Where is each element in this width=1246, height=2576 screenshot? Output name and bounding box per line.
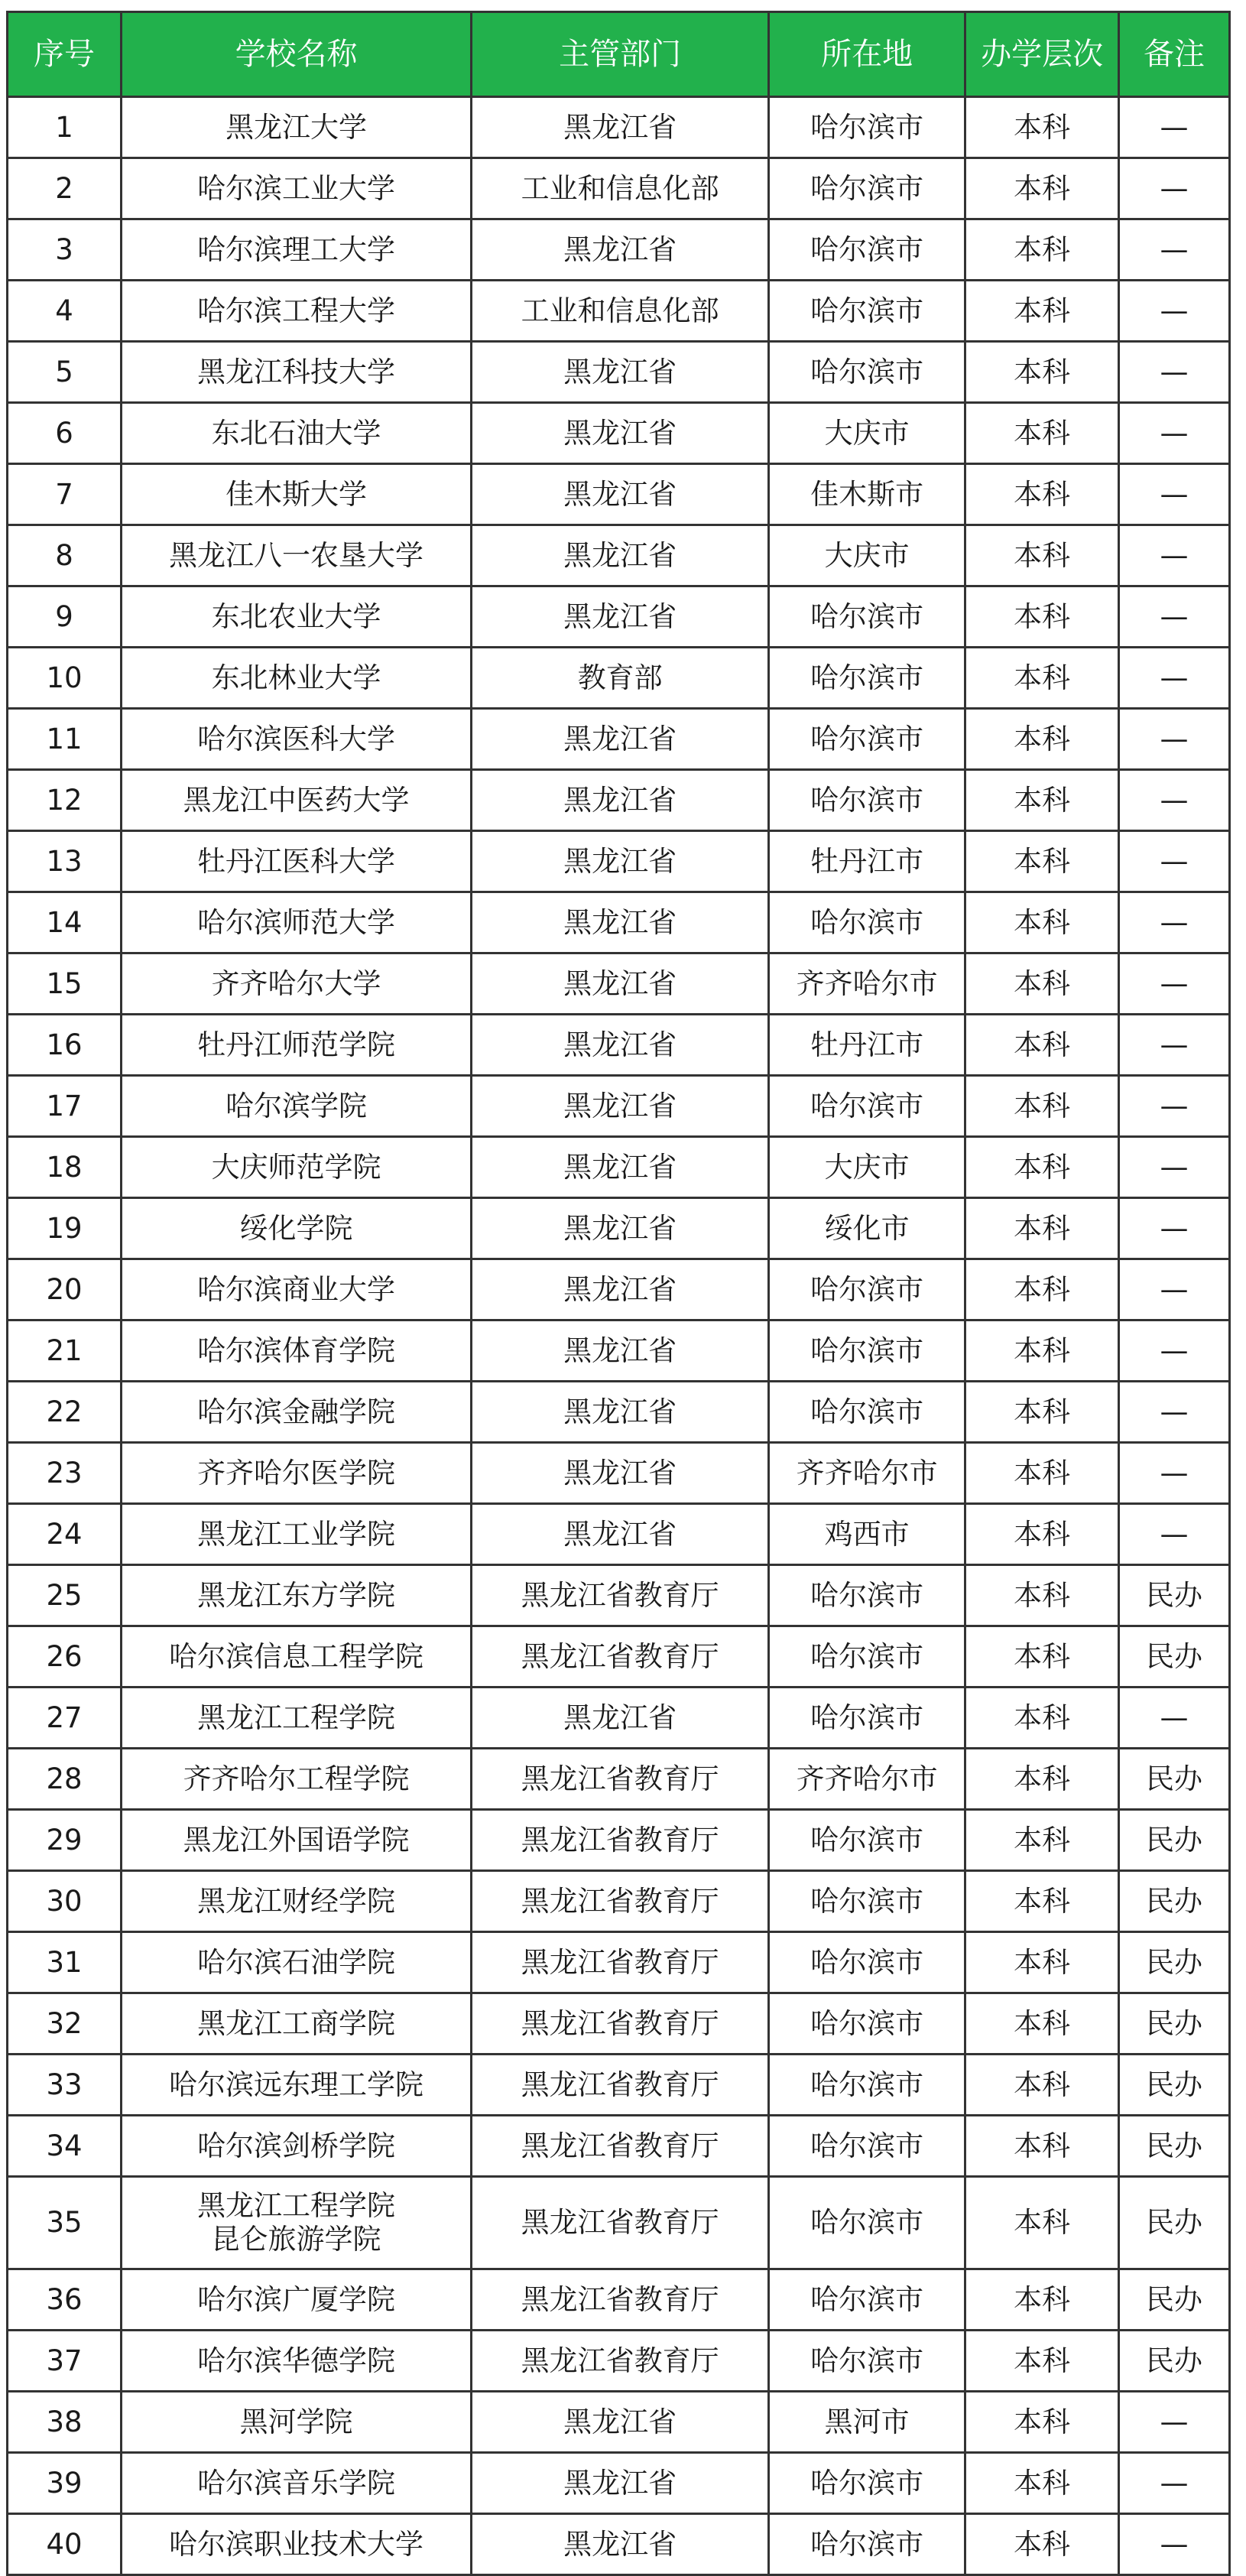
cell-authority: 黑龙江省 [472, 1688, 769, 1749]
cell-index: 38 [8, 2392, 122, 2453]
cell-authority: 黑龙江省 [472, 709, 769, 770]
cell-school-name: 哈尔滨医科大学 [122, 709, 472, 770]
cell-authority: 黑龙江省教育厅 [472, 1565, 769, 1626]
cell-index: 9 [8, 586, 122, 648]
cell-authority: 黑龙江省 [472, 953, 769, 1015]
cell-authority: 黑龙江省 [472, 892, 769, 953]
cell-school-name: 黑龙江八一农垦大学 [122, 525, 472, 586]
table-row [8, 281, 1230, 342]
cell-index: 4 [8, 281, 122, 342]
cell-location: 牡丹江市 [769, 831, 965, 892]
cell-authority: 黑龙江省 [472, 586, 769, 648]
cell-authority: 黑龙江省教育厅 [472, 1932, 769, 1993]
cell-school-name: 齐齐哈尔医学院 [122, 1443, 472, 1504]
cell-authority: 黑龙江省教育厅 [472, 1626, 769, 1688]
cell-index: 20 [8, 1259, 122, 1320]
table-row [8, 403, 1230, 464]
cell-authority: 黑龙江省 [472, 403, 769, 464]
cell-index: 22 [8, 1382, 122, 1443]
cell-location: 哈尔滨市 [769, 2453, 965, 2514]
header-level: 办学层次 [965, 12, 1119, 97]
cell-location: 哈尔滨市 [769, 1688, 965, 1749]
cell-index: 19 [8, 1198, 122, 1259]
cell-index: 15 [8, 953, 122, 1015]
cell-index: 25 [8, 1565, 122, 1626]
cell-index: 16 [8, 1015, 122, 1076]
table-row [8, 1198, 1230, 1259]
cell-school-name: 齐齐哈尔大学 [122, 953, 472, 1015]
cell-school-name: 牡丹江师范学院 [122, 1015, 472, 1076]
cell-remark: — [1119, 1443, 1230, 1504]
table-row [8, 2269, 1230, 2331]
cell-remark: 民办 [1119, 1810, 1230, 1871]
table-row [8, 1749, 1230, 1810]
cell-school-name: 黑龙江东方学院 [122, 1565, 472, 1626]
cell-remark: — [1119, 464, 1230, 525]
cell-remark: — [1119, 403, 1230, 464]
cell-remark: — [1119, 1688, 1230, 1749]
table-row [8, 648, 1230, 709]
cell-location: 哈尔滨市 [769, 586, 965, 648]
cell-authority: 黑龙江省 [472, 1320, 769, 1382]
table-row [8, 1565, 1230, 1626]
cell-school-name: 哈尔滨学院 [122, 1076, 472, 1137]
table-row [8, 1626, 1230, 1688]
cell-school-name: 黑龙江中医药大学 [122, 770, 472, 831]
cell-remark: 民办 [1119, 1871, 1230, 1932]
cell-remark: — [1119, 525, 1230, 586]
table-row [8, 1382, 1230, 1443]
cell-index: 3 [8, 219, 122, 281]
cell-location: 哈尔滨市 [769, 1320, 965, 1382]
cell-level: 本科 [965, 1443, 1119, 1504]
cell-location: 哈尔滨市 [769, 2269, 965, 2331]
cell-school-name: 黑龙江外国语学院 [122, 1810, 472, 1871]
cell-remark: 民办 [1119, 2177, 1230, 2269]
cell-authority: 黑龙江省 [472, 1076, 769, 1137]
cell-level: 本科 [965, 464, 1119, 525]
cell-level: 本科 [965, 2116, 1119, 2177]
cell-location: 齐齐哈尔市 [769, 953, 965, 1015]
cell-authority: 黑龙江省教育厅 [472, 2177, 769, 2269]
cell-location: 齐齐哈尔市 [769, 1443, 965, 1504]
cell-remark: — [1119, 97, 1230, 158]
cell-location: 哈尔滨市 [769, 2514, 965, 2575]
cell-school-name: 哈尔滨金融学院 [122, 1382, 472, 1443]
cell-location: 哈尔滨市 [769, 1810, 965, 1871]
cell-level: 本科 [965, 1137, 1119, 1198]
cell-authority: 黑龙江省 [472, 464, 769, 525]
cell-level: 本科 [965, 648, 1119, 709]
table-row [8, 2177, 1230, 2269]
cell-school-name [122, 2177, 472, 2269]
table-row [8, 709, 1230, 770]
table-row [8, 2392, 1230, 2453]
table-row [8, 1137, 1230, 1198]
cell-index: 30 [8, 1871, 122, 1932]
cell-level: 本科 [965, 1076, 1119, 1137]
cell-location: 大庆市 [769, 525, 965, 586]
cell-remark: 民办 [1119, 1565, 1230, 1626]
cell-index: 2 [8, 158, 122, 219]
cell-index: 34 [8, 2116, 122, 2177]
cell-location: 大庆市 [769, 1137, 965, 1198]
cell-level: 本科 [965, 709, 1119, 770]
cell-location: 哈尔滨市 [769, 1565, 965, 1626]
table-row [8, 1932, 1230, 1993]
cell-remark: — [1119, 586, 1230, 648]
cell-index: 1 [8, 97, 122, 158]
cell-index: 18 [8, 1137, 122, 1198]
cell-index: 28 [8, 1749, 122, 1810]
cell-location: 哈尔滨市 [769, 770, 965, 831]
table-row [8, 1871, 1230, 1932]
cell-index: 14 [8, 892, 122, 953]
cell-authority: 黑龙江省 [472, 1443, 769, 1504]
table-row [8, 2453, 1230, 2514]
table-body [8, 97, 1230, 2575]
cell-location: 佳木斯市 [769, 464, 965, 525]
cell-level: 本科 [965, 2331, 1119, 2392]
cell-index: 35 [8, 2177, 122, 2269]
cell-school-name: 哈尔滨工程大学 [122, 281, 472, 342]
cell-authority: 黑龙江省 [472, 525, 769, 586]
cell-level: 本科 [965, 97, 1119, 158]
table-row [8, 831, 1230, 892]
cell-location: 哈尔滨市 [769, 1871, 965, 1932]
table-row [8, 892, 1230, 953]
cell-level: 本科 [965, 1382, 1119, 1443]
cell-level: 本科 [965, 1320, 1119, 1382]
school-name-line: 黑龙江工程学院 [197, 2189, 396, 2222]
cell-remark: — [1119, 2453, 1230, 2514]
cell-authority: 黑龙江省 [472, 342, 769, 403]
cell-location: 哈尔滨市 [769, 1382, 965, 1443]
cell-location: 哈尔滨市 [769, 1993, 965, 2055]
cell-level: 本科 [965, 953, 1119, 1015]
cell-remark: 民办 [1119, 1749, 1230, 1810]
cell-school-name: 黑龙江工程学院 [122, 1688, 472, 1749]
cell-index: 23 [8, 1443, 122, 1504]
cell-remark: 民办 [1119, 1932, 1230, 1993]
cell-remark: 民办 [1119, 1626, 1230, 1688]
cell-level: 本科 [965, 831, 1119, 892]
cell-location: 哈尔滨市 [769, 892, 965, 953]
cell-school-name: 东北林业大学 [122, 648, 472, 709]
table-row [8, 97, 1230, 158]
universities-table [6, 11, 1231, 2576]
cell-school-name: 黑龙江大学 [122, 97, 472, 158]
table-row [8, 464, 1230, 525]
cell-school-name: 哈尔滨职业技术大学 [122, 2514, 472, 2575]
cell-level: 本科 [965, 770, 1119, 831]
table-row [8, 158, 1230, 219]
cell-location: 哈尔滨市 [769, 1626, 965, 1688]
cell-level: 本科 [965, 2453, 1119, 2514]
cell-authority: 黑龙江省 [472, 2453, 769, 2514]
cell-location: 哈尔滨市 [769, 648, 965, 709]
cell-remark: — [1119, 281, 1230, 342]
cell-remark: — [1119, 1259, 1230, 1320]
cell-remark: — [1119, 219, 1230, 281]
cell-authority: 黑龙江省教育厅 [472, 2331, 769, 2392]
cell-school-name: 哈尔滨华德学院 [122, 2331, 472, 2392]
table-row [8, 953, 1230, 1015]
table-row [8, 342, 1230, 403]
cell-authority: 黑龙江省 [472, 97, 769, 158]
cell-authority: 黑龙江省教育厅 [472, 1993, 769, 2055]
cell-remark: — [1119, 770, 1230, 831]
cell-index: 32 [8, 1993, 122, 2055]
header-authority: 主管部门 [472, 12, 769, 97]
cell-level: 本科 [965, 1749, 1119, 1810]
cell-authority: 黑龙江省 [472, 770, 769, 831]
cell-authority: 教育部 [472, 648, 769, 709]
cell-level: 本科 [965, 892, 1119, 953]
cell-level: 本科 [965, 2055, 1119, 2116]
cell-authority: 工业和信息化部 [472, 281, 769, 342]
cell-authority: 黑龙江省 [472, 1382, 769, 1443]
cell-remark: — [1119, 1137, 1230, 1198]
cell-school-name: 黑龙江财经学院 [122, 1871, 472, 1932]
cell-index: 39 [8, 2453, 122, 2514]
cell-school-name: 哈尔滨信息工程学院 [122, 1626, 472, 1688]
cell-index: 13 [8, 831, 122, 892]
cell-level: 本科 [965, 1626, 1119, 1688]
cell-level: 本科 [965, 1015, 1119, 1076]
cell-level: 本科 [965, 2514, 1119, 2575]
cell-school-name: 大庆师范学院 [122, 1137, 472, 1198]
cell-location: 牡丹江市 [769, 1015, 965, 1076]
school-name-line: 昆仑旅游学院 [211, 2223, 381, 2256]
cell-index: 33 [8, 2055, 122, 2116]
cell-remark: — [1119, 953, 1230, 1015]
cell-school-name: 哈尔滨理工大学 [122, 219, 472, 281]
cell-index: 24 [8, 1504, 122, 1565]
cell-index: 37 [8, 2331, 122, 2392]
cell-level: 本科 [965, 1259, 1119, 1320]
cell-level: 本科 [965, 2392, 1119, 2453]
header-remark: 备注 [1119, 12, 1230, 97]
cell-school-name: 黑河学院 [122, 2392, 472, 2453]
cell-level: 本科 [965, 1565, 1119, 1626]
cell-school-name: 黑龙江工商学院 [122, 1993, 472, 2055]
cell-index: 5 [8, 342, 122, 403]
cell-level: 本科 [965, 219, 1119, 281]
cell-level: 本科 [965, 2269, 1119, 2331]
cell-authority: 黑龙江省 [472, 1504, 769, 1565]
cell-remark: — [1119, 892, 1230, 953]
cell-level: 本科 [965, 158, 1119, 219]
cell-level: 本科 [965, 1810, 1119, 1871]
cell-level: 本科 [965, 1688, 1119, 1749]
cell-location: 大庆市 [769, 403, 965, 464]
cell-location: 哈尔滨市 [769, 1259, 965, 1320]
cell-school-name: 哈尔滨广厦学院 [122, 2269, 472, 2331]
cell-school-name: 绥化学院 [122, 1198, 472, 1259]
cell-remark: — [1119, 1015, 1230, 1076]
cell-location: 哈尔滨市 [769, 219, 965, 281]
cell-index: 10 [8, 648, 122, 709]
table-row [8, 2116, 1230, 2177]
table-row [8, 2055, 1230, 2116]
header-index: 序号 [8, 12, 122, 97]
cell-location: 齐齐哈尔市 [769, 1749, 965, 1810]
cell-remark: 民办 [1119, 2269, 1230, 2331]
cell-index: 12 [8, 770, 122, 831]
cell-level: 本科 [965, 1932, 1119, 1993]
cell-index: 21 [8, 1320, 122, 1382]
cell-school-name: 哈尔滨体育学院 [122, 1320, 472, 1382]
cell-school-name: 黑龙江科技大学 [122, 342, 472, 403]
cell-location: 哈尔滨市 [769, 2055, 965, 2116]
cell-index: 40 [8, 2514, 122, 2575]
table-row [8, 1320, 1230, 1382]
cell-remark: — [1119, 1320, 1230, 1382]
cell-school-name: 东北农业大学 [122, 586, 472, 648]
cell-location: 鸡西市 [769, 1504, 965, 1565]
cell-school-name: 牡丹江医科大学 [122, 831, 472, 892]
cell-level: 本科 [965, 1993, 1119, 2055]
cell-location: 黑河市 [769, 2392, 965, 2453]
cell-location: 哈尔滨市 [769, 709, 965, 770]
table-row [8, 1443, 1230, 1504]
cell-remark: 民办 [1119, 2116, 1230, 2177]
cell-level: 本科 [965, 1871, 1119, 1932]
cell-index: 17 [8, 1076, 122, 1137]
cell-school-name: 哈尔滨剑桥学院 [122, 2116, 472, 2177]
cell-school-name: 哈尔滨商业大学 [122, 1259, 472, 1320]
cell-authority: 黑龙江省 [472, 1137, 769, 1198]
cell-authority: 黑龙江省 [472, 219, 769, 281]
cell-remark: — [1119, 342, 1230, 403]
cell-index: 26 [8, 1626, 122, 1688]
cell-index: 36 [8, 2269, 122, 2331]
cell-location: 哈尔滨市 [769, 281, 965, 342]
cell-location: 哈尔滨市 [769, 1932, 965, 1993]
cell-authority: 黑龙江省教育厅 [472, 1749, 769, 1810]
table-row [8, 2514, 1230, 2575]
cell-authority: 黑龙江省 [472, 1259, 769, 1320]
header-location: 所在地 [769, 12, 965, 97]
cell-authority: 黑龙江省 [472, 2514, 769, 2575]
table-header-row [8, 12, 1230, 97]
table-row [8, 1810, 1230, 1871]
cell-level: 本科 [965, 2177, 1119, 2269]
cell-index: 11 [8, 709, 122, 770]
cell-school-name: 黑龙江工业学院 [122, 1504, 472, 1565]
cell-remark: — [1119, 1504, 1230, 1565]
cell-remark: — [1119, 158, 1230, 219]
cell-level: 本科 [965, 1198, 1119, 1259]
cell-location: 哈尔滨市 [769, 2331, 965, 2392]
cell-school-name: 哈尔滨师范大学 [122, 892, 472, 953]
cell-level: 本科 [965, 281, 1119, 342]
cell-location: 哈尔滨市 [769, 97, 965, 158]
cell-remark: 民办 [1119, 1993, 1230, 2055]
cell-authority: 黑龙江省 [472, 831, 769, 892]
cell-authority: 黑龙江省教育厅 [472, 2269, 769, 2331]
cell-school-name: 哈尔滨远东理工学院 [122, 2055, 472, 2116]
cell-school-name: 哈尔滨工业大学 [122, 158, 472, 219]
cell-remark: — [1119, 1198, 1230, 1259]
cell-index: 31 [8, 1932, 122, 1993]
table-row [8, 1015, 1230, 1076]
cell-remark: — [1119, 1382, 1230, 1443]
cell-location: 哈尔滨市 [769, 2177, 965, 2269]
table-row [8, 2331, 1230, 2392]
cell-level: 本科 [965, 342, 1119, 403]
cell-level: 本科 [965, 403, 1119, 464]
cell-authority: 黑龙江省 [472, 1015, 769, 1076]
cell-level: 本科 [965, 586, 1119, 648]
cell-school-name: 哈尔滨石油学院 [122, 1932, 472, 1993]
table-row [8, 1993, 1230, 2055]
cell-location: 哈尔滨市 [769, 1076, 965, 1137]
cell-remark: — [1119, 2514, 1230, 2575]
cell-remark: — [1119, 1076, 1230, 1137]
cell-authority: 黑龙江省 [472, 2392, 769, 2453]
cell-index: 27 [8, 1688, 122, 1749]
cell-location: 哈尔滨市 [769, 2116, 965, 2177]
cell-remark: 民办 [1119, 2055, 1230, 2116]
cell-location: 哈尔滨市 [769, 342, 965, 403]
table-row [8, 770, 1230, 831]
cell-authority: 黑龙江省教育厅 [472, 2116, 769, 2177]
cell-level: 本科 [965, 525, 1119, 586]
cell-authority: 黑龙江省教育厅 [472, 1810, 769, 1871]
cell-remark: 民办 [1119, 2331, 1230, 2392]
cell-authority: 工业和信息化部 [472, 158, 769, 219]
table-row [8, 1259, 1230, 1320]
cell-remark: — [1119, 709, 1230, 770]
table-row [8, 586, 1230, 648]
table-row [8, 1076, 1230, 1137]
cell-authority: 黑龙江省 [472, 1198, 769, 1259]
cell-index: 7 [8, 464, 122, 525]
table-row [8, 1504, 1230, 1565]
cell-authority: 黑龙江省教育厅 [472, 1871, 769, 1932]
cell-authority: 黑龙江省教育厅 [472, 2055, 769, 2116]
cell-remark: — [1119, 2392, 1230, 2453]
cell-index: 6 [8, 403, 122, 464]
cell-school-name: 东北石油大学 [122, 403, 472, 464]
cell-location: 绥化市 [769, 1198, 965, 1259]
cell-index: 8 [8, 525, 122, 586]
cell-school-name: 佳木斯大学 [122, 464, 472, 525]
table-row [8, 1688, 1230, 1749]
cell-school-name: 齐齐哈尔工程学院 [122, 1749, 472, 1810]
header-school-name: 学校名称 [122, 12, 472, 97]
table-row [8, 525, 1230, 586]
cell-school-name: 哈尔滨音乐学院 [122, 2453, 472, 2514]
table-row [8, 219, 1230, 281]
cell-remark: — [1119, 648, 1230, 709]
cell-level: 本科 [965, 1504, 1119, 1565]
cell-index: 29 [8, 1810, 122, 1871]
cell-remark: — [1119, 831, 1230, 892]
cell-location: 哈尔滨市 [769, 158, 965, 219]
